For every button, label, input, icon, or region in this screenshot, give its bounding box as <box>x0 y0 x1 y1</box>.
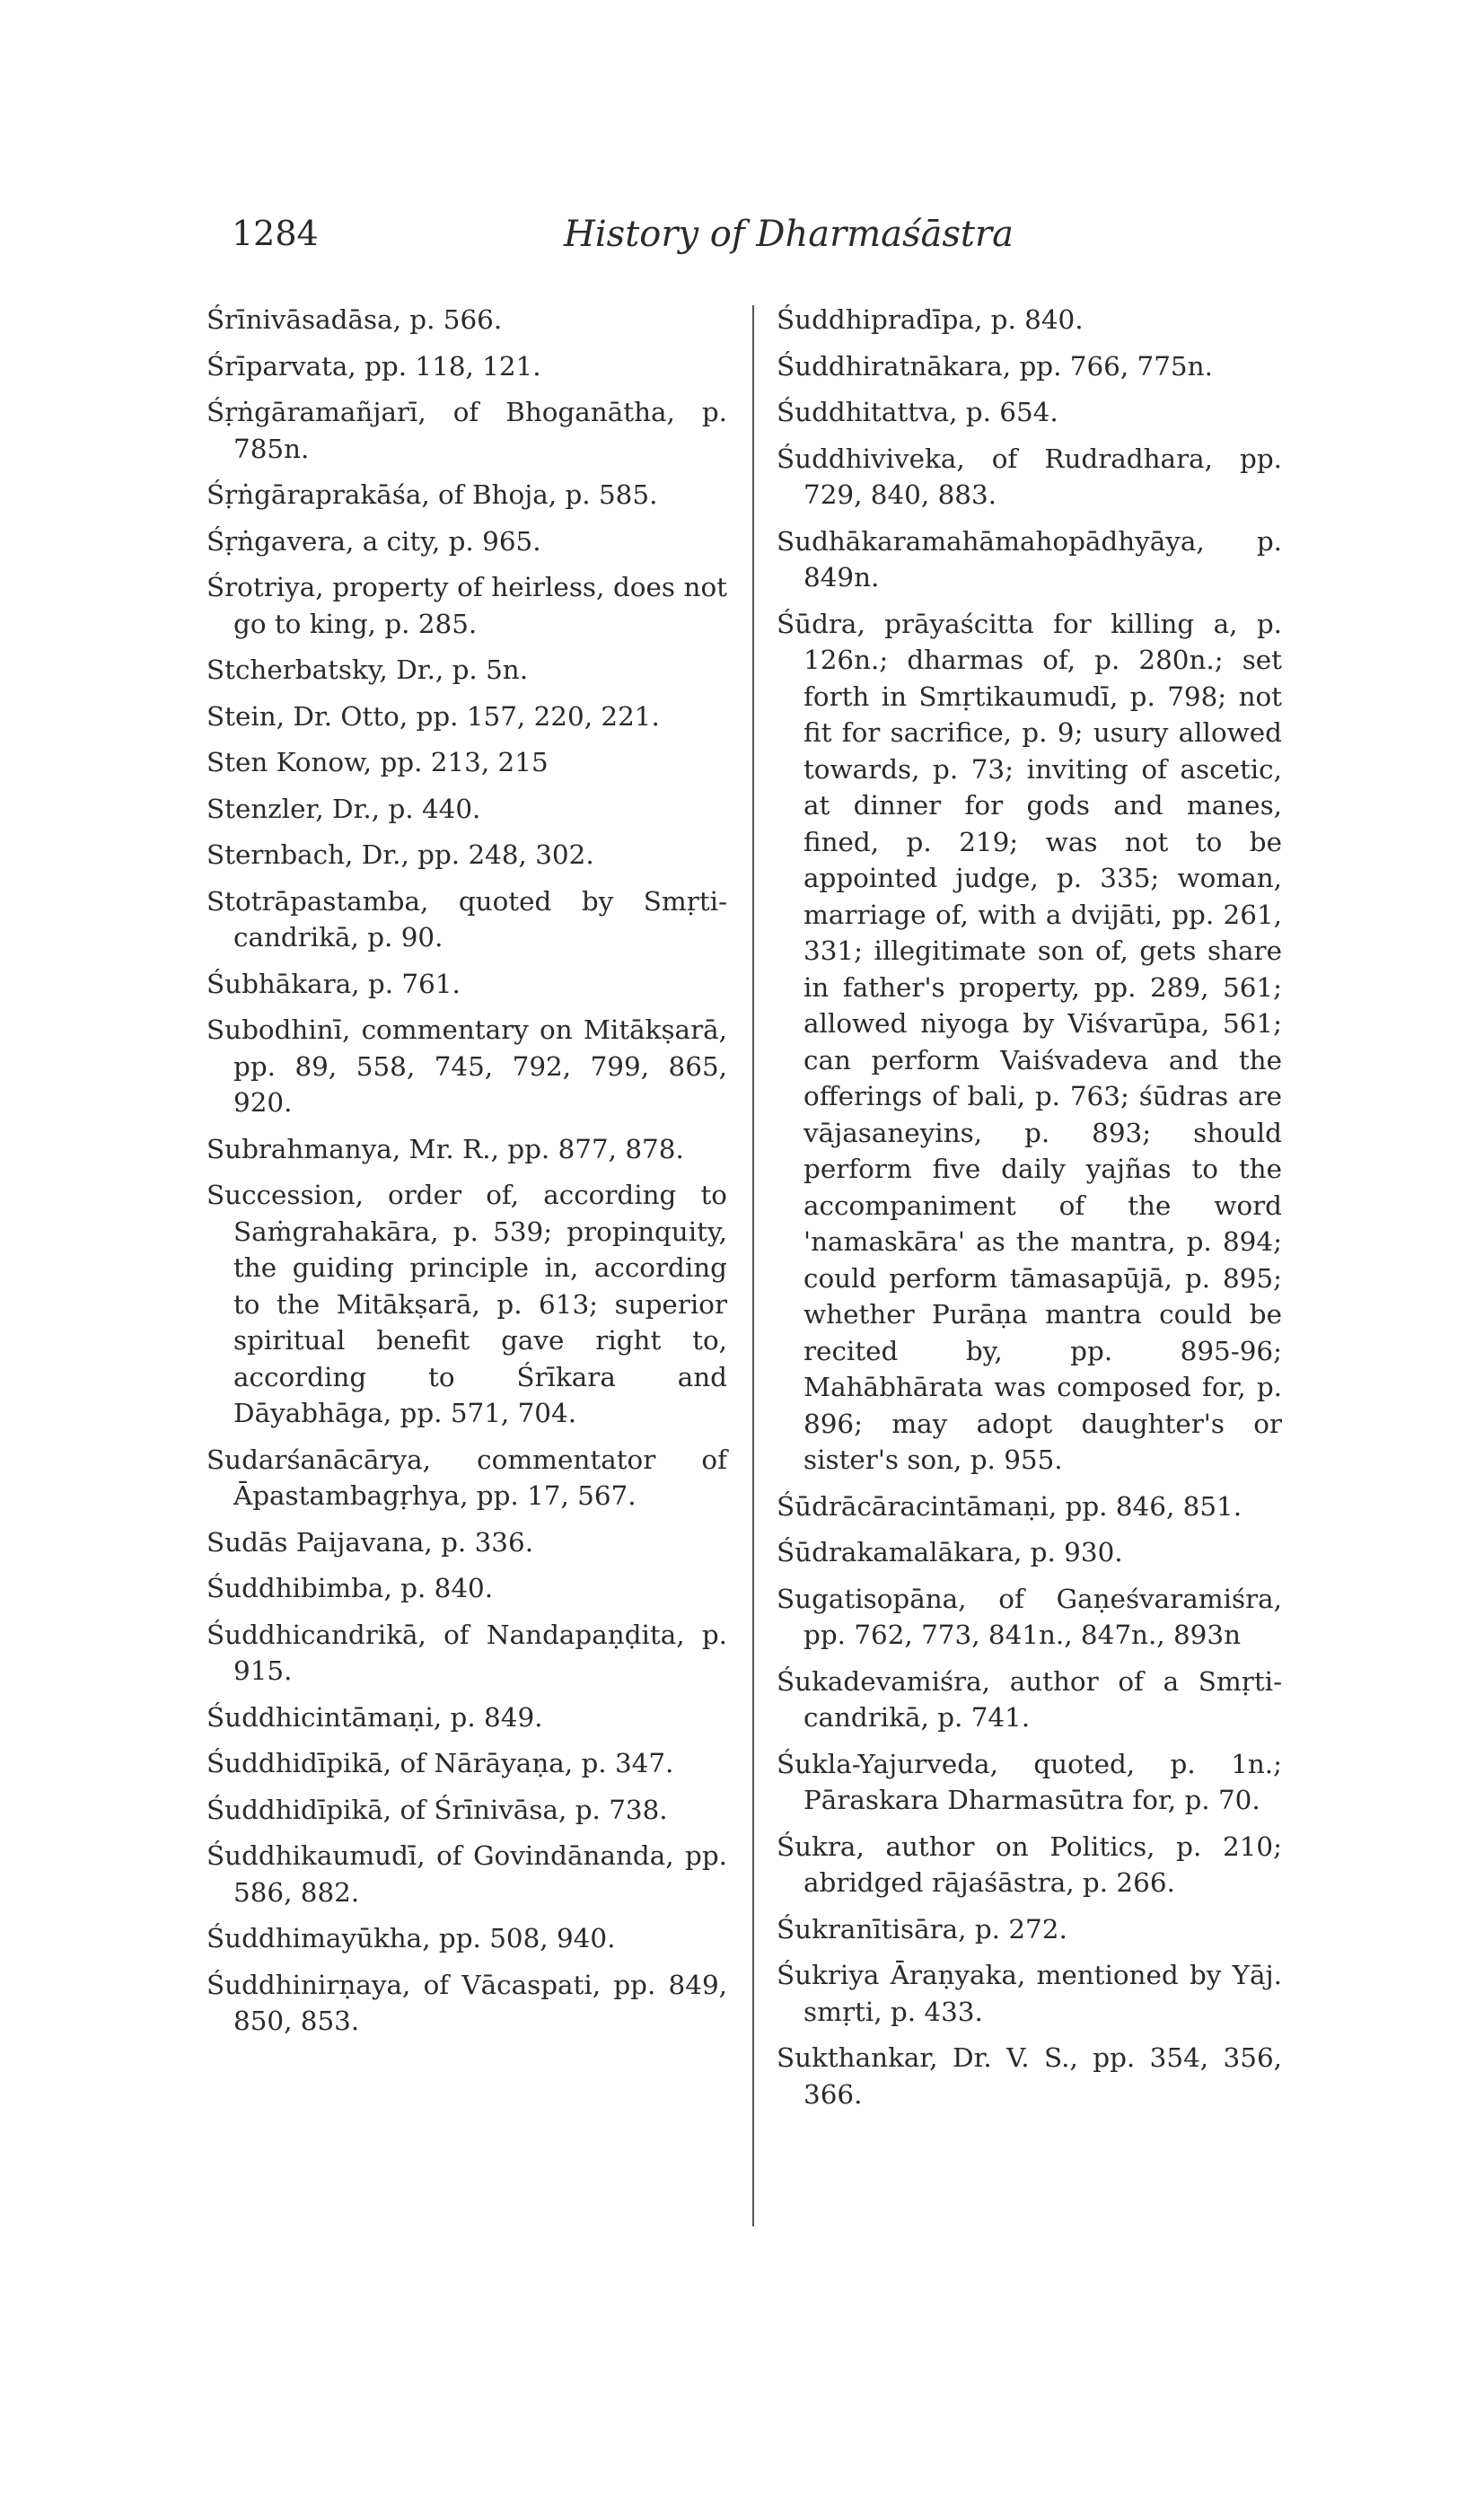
index-entry: Sudās Paijavana, p. 336. <box>206 1526 534 1558</box>
index-entry: Śuddhimayūkha, pp. 508, 940. <box>206 1923 616 1953</box>
index-entry: Śukriya Āraṇyaka, mentioned by Yāj. smṛti, p. 433. <box>777 1960 1282 2027</box>
index-entry: Śukra, author on Politics, p. 210; abridged rājaśāstra, p. 266. <box>777 1830 1282 1898</box>
index-entry: Sukthankar, Dr. V. S., pp. 354, 356, 366. <box>777 2042 1282 2110</box>
index-column-right <box>777 302 1282 2122</box>
index-entry: Śṛṅgavera, a city, p. 965. <box>206 525 541 557</box>
index-entry: Sternbach, Dr., pp. 248, 302. <box>206 839 594 870</box>
index-entry: Śūdrācāracintāmaṇi, pp. 846, 851. <box>777 1490 1243 1522</box>
index-entry: Śūdra, prāyaścitta for killing a, p. 126n.; dharmas of, p. 280n.; set forth in Smṛtikaumudī, p. 798; not fit for sacrifice, p. 9; usury allowed towards, p. 73; inviting of ascetic, at dinner for gods and manes, fined, p. 219; was not to be appointed judge, p. 335; woman, marriage of, with a dvijāti, pp. 261, 331; illegitimate son of, gets share in father's property, pp. 289, 561; allowed niyoga by Viśvarūpa, 561; can perform Vaiśvadeva and the offerings of bali, p. 763; śūdras are vājasaneyins, p. 893; should perform five daily yajñas to the accompaniment of the word 'namaskāra' as the mantra, p. 894; could perform tāmasapūjā, p. 895; whether Purāṇa mantra could be recited by, pp. 895-96; Mahābhārata was composed for, p. 896; may adopt daughter's or sister's son, p. 955. <box>777 608 1282 1475</box>
index-entry: Śṛṅgāraprakāśa, of Bhoja, p. 585. <box>206 479 658 510</box>
index-entry: Śuddhiratnākara, pp. 766, 775n. <box>777 350 1213 382</box>
index-entry: Śrīnivāsadāsa, p. 566. <box>206 304 503 335</box>
index-entry: Śubhākara, p. 761. <box>206 968 461 999</box>
page-number: 1284 <box>232 214 319 253</box>
index-entry: Śuddhicintāmaṇi, p. 849. <box>206 1701 543 1733</box>
index-entry: Śukranītisāra, p. 272. <box>777 1913 1067 1945</box>
index-entry: Śukla-Yajurveda, quoted, p. 1n.; Pāraskara Dharmasūtra for, p. 70. <box>777 1748 1282 1815</box>
index-entry: Stenzler, Dr., p. 440. <box>206 793 481 824</box>
index-entry: Śṛṅgāramañjarī, of Bhoganātha, p. 785n. <box>206 397 727 464</box>
index-entry: Śūdrakamalākara, p. 930. <box>777 1537 1123 1567</box>
index-entry: Śuddhipradīpa, p. 840. <box>777 304 1084 335</box>
index-entry: Śukadevamiśra, author of a Smṛti-candrikā, p. 741. <box>777 1665 1282 1733</box>
index-entry: Sten Konow, pp. 213, 215 <box>206 747 549 777</box>
index-entry: Subrahmanya, Mr. R., pp. 877, 878. <box>206 1133 684 1164</box>
index-entry: Śuddhinirṇaya, of Vācaspati, pp. 849, 850, 853. <box>206 1969 727 2036</box>
index-entry: Śuddhitattva, p. 654. <box>777 397 1058 427</box>
index-entry: Śuddhidīpikā, of Śrīnivāsa, p. 738. <box>206 1794 668 1825</box>
index-entry: Śuddhidīpikā, of Nārāyaṇa, p. 347. <box>206 1748 674 1778</box>
index-column-left <box>206 302 727 2050</box>
running-title: History of Dharmaśāstra <box>564 214 1014 255</box>
column-divider <box>752 305 754 2226</box>
index-entry: Sugatisopāna, of Gaṇeśvaramiśra, pp. 762, 773, 841n., 847n., 893n <box>777 1583 1282 1650</box>
index-entry: Stotrāpastamba, quoted by Smṛti-candrikā, p. 90. <box>206 885 727 953</box>
index-entry: Stein, Dr. Otto, pp. 157, 220, 221. <box>206 700 660 732</box>
index-entry: Sudhākaramahāmahopādhyāya, p. 849n. <box>777 525 1282 593</box>
index-entry: Sudarśanācārya, commentator of Āpastambagṛhya, pp. 17, 567. <box>206 1444 727 1511</box>
index-entry: Subodhinī, commentary on Mitākṣarā, pp. 89, 558, 745, 792, 799, 865, 920. <box>206 1014 727 1118</box>
index-entry: Śuddhiviveka, of Rudradhara, pp. 729, 840, 883. <box>777 443 1282 510</box>
index-entry: Śrīparvata, pp. 118, 121. <box>206 350 541 382</box>
index-entry: Śuddhibimba, p. 840. <box>206 1573 494 1603</box>
index-entry: Śuddhikaumudī, of Govindānanda, pp. 586, 882. <box>206 1840 727 1908</box>
index-entry: Śrotriya, property of heirless, does not go to king, p. 285. <box>206 572 727 639</box>
index-entry: Succession, order of, according to Saṁgrahakāra, p. 539; propinquity, the guiding principle in, according to the Mitākṣarā, p. 613; superior spiritual benefit gave right to, according to Śrīkara and Dāyabhāga, pp. 571, 704. <box>206 1180 727 1428</box>
index-entry: Stcherbatsky, Dr., p. 5n. <box>206 654 529 685</box>
index-entry: Śuddhicandrikā, of Nandapaṇḍita, p. 915. <box>206 1619 727 1686</box>
